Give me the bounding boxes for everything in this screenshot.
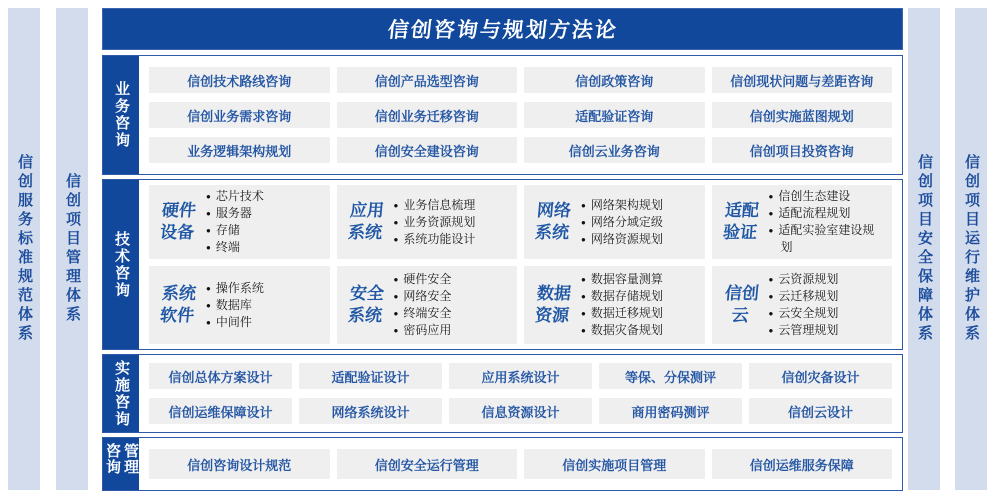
bullet-item: ● 数据灾备规划 (581, 322, 699, 339)
implementation-items-grid (139, 355, 902, 432)
section-body (139, 355, 902, 432)
bullet-item: ● 适配流程规划 (769, 205, 887, 222)
bullet-list (206, 188, 324, 256)
item-box: 业务逻辑架构规划 (149, 137, 330, 163)
section-label-column (103, 56, 139, 174)
section-consulting-management (102, 437, 903, 491)
bullet-item: ● 硬件安全 (394, 271, 512, 288)
item-box: 信创运维保障设计 (149, 398, 292, 424)
side-bar-label: 信创项目管理体系 (64, 173, 81, 325)
item-box: 信创云业务咨询 (524, 137, 705, 163)
item-box: 适配验证设计 (299, 363, 442, 389)
section-body (139, 438, 902, 490)
side-bar-operation-maintenance (955, 8, 987, 490)
block-title: 安全系统 (346, 284, 385, 325)
section-label: 实施咨询 (113, 359, 130, 428)
item-box: 信创咨询设计规范 (149, 449, 330, 479)
bullet-list (206, 280, 324, 331)
bullet-item: ● 云迁移规划 (769, 288, 887, 305)
section-label: 技术咨询 (113, 230, 130, 299)
section-label: 咨询管理 (104, 443, 139, 475)
page-title: 信创咨询与规划方法论 (386, 19, 619, 42)
spacer (88, 8, 102, 490)
tech-blocks-grid (139, 180, 902, 349)
item-box: 信创实施蓝图规划 (712, 102, 893, 128)
bullet-item: ● 网络资源规划 (581, 231, 699, 248)
bullet-item: ● 密码应用 (394, 322, 512, 339)
bullet-item: ● 芯片技术 (206, 188, 324, 205)
side-bar-project-management (56, 8, 88, 490)
tech-block-security (337, 266, 518, 344)
bullet-item: ● 云资源规划 (769, 271, 887, 288)
bullet-list (394, 197, 512, 248)
section-technical-consulting (102, 179, 903, 350)
block-title: 适配验证 (721, 201, 760, 242)
bullet-list (581, 197, 699, 248)
block-title: 系统软件 (159, 284, 197, 325)
tech-block-network (524, 185, 705, 259)
tech-block-adaptation (712, 185, 893, 259)
tech-block-hardware (149, 185, 330, 259)
block-title: 网络系统 (534, 201, 572, 242)
item-box: 应用系统设计 (449, 363, 592, 389)
item-box: 信创项目投资咨询 (712, 137, 893, 163)
section-business-consulting (102, 55, 903, 175)
item-box: 信创现状问题与差距咨询 (712, 67, 893, 93)
bullet-item: ● 云管理规划 (769, 322, 887, 339)
bullet-item: ● 云安全规划 (769, 305, 887, 322)
business-items-grid (139, 56, 902, 174)
item-box: 信息资源设计 (449, 398, 592, 424)
management-items-grid (139, 438, 902, 490)
section-label: 业务咨询 (113, 81, 130, 149)
bullet-list (581, 271, 699, 339)
side-bar-label: 信创服务标准规范体系 (16, 154, 33, 344)
tech-block-data-resources (524, 266, 705, 344)
item-box: 等保、分保测评 (599, 363, 742, 389)
block-title: 应用系统 (346, 201, 385, 242)
bullet-list (394, 271, 512, 339)
bullet-list (769, 271, 887, 339)
bullet-item: ● 操作系统 (206, 280, 324, 297)
block-title: 数据资源 (534, 284, 572, 325)
item-box: 信创总体方案设计 (149, 363, 292, 389)
main-area (102, 8, 903, 490)
bullet-list (769, 188, 887, 256)
block-title: 硬件设备 (159, 201, 197, 242)
item-box: 信创技术路线咨询 (149, 67, 330, 93)
bullet-item: ● 终端安全 (394, 305, 512, 322)
item-box: 信创安全运行管理 (337, 449, 518, 479)
bullet-item: ● 适配实验室建设规划 (769, 222, 887, 256)
side-bar-label: 信创项目安全保障体系 (916, 154, 933, 344)
tech-block-xinchuang-cloud (712, 266, 893, 344)
bullet-item: ● 数据迁移规划 (581, 305, 699, 322)
bullet-item: ● 中间件 (206, 314, 324, 331)
bullet-item: ● 业务资源规划 (394, 214, 512, 231)
bullet-item: ● 网络架构规划 (581, 197, 699, 214)
side-bar-label: 信创项目运行维护体系 (963, 154, 980, 344)
item-box: 信创云设计 (749, 398, 892, 424)
block-title: 信创云 (723, 284, 760, 325)
bullet-item: ● 网络安全 (394, 288, 512, 305)
section-body (139, 180, 902, 349)
section-body (139, 56, 902, 174)
section-label-column (103, 355, 139, 432)
bullet-item: ● 终端 (206, 239, 324, 256)
side-bar-security-assurance (908, 8, 940, 490)
item-box: 网络系统设计 (299, 398, 442, 424)
spacer (40, 8, 56, 490)
item-box: 信创安全建设咨询 (337, 137, 518, 163)
section-label-column (103, 438, 139, 490)
spacer (940, 8, 955, 490)
item-box: 信创产品选型咨询 (337, 67, 518, 93)
item-box: 信创实施项目管理 (524, 449, 705, 479)
tech-block-system-software (149, 266, 330, 344)
section-implementation-consulting (102, 354, 903, 433)
section-label-column (103, 180, 139, 349)
bullet-item: ● 存储 (206, 222, 324, 239)
bullet-item: ● 系统功能设计 (394, 231, 512, 248)
item-box: 信创业务迁移咨询 (337, 102, 518, 128)
bullet-item: ● 服务器 (206, 205, 324, 222)
item-box: 商用密码测评 (599, 398, 742, 424)
item-box: 信创政策咨询 (524, 67, 705, 93)
item-box: 信创业务需求咨询 (149, 102, 330, 128)
bullet-item: ● 数据存储规划 (581, 288, 699, 305)
item-box: 信创灾备设计 (749, 363, 892, 389)
item-box: 适配验证咨询 (524, 102, 705, 128)
tech-block-application (337, 185, 518, 259)
side-bar-service-standards (8, 8, 40, 490)
bullet-item: ● 数据库 (206, 297, 324, 314)
title-banner (102, 8, 903, 50)
bullet-item: ● 业务信息梳理 (394, 197, 512, 214)
bullet-item: ● 数据容量测算 (581, 271, 699, 288)
item-box: 信创运维服务保障 (712, 449, 893, 479)
bullet-item: ● 信创生态建设 (769, 188, 887, 205)
bullet-item: ● 网络分域定级 (581, 214, 699, 231)
